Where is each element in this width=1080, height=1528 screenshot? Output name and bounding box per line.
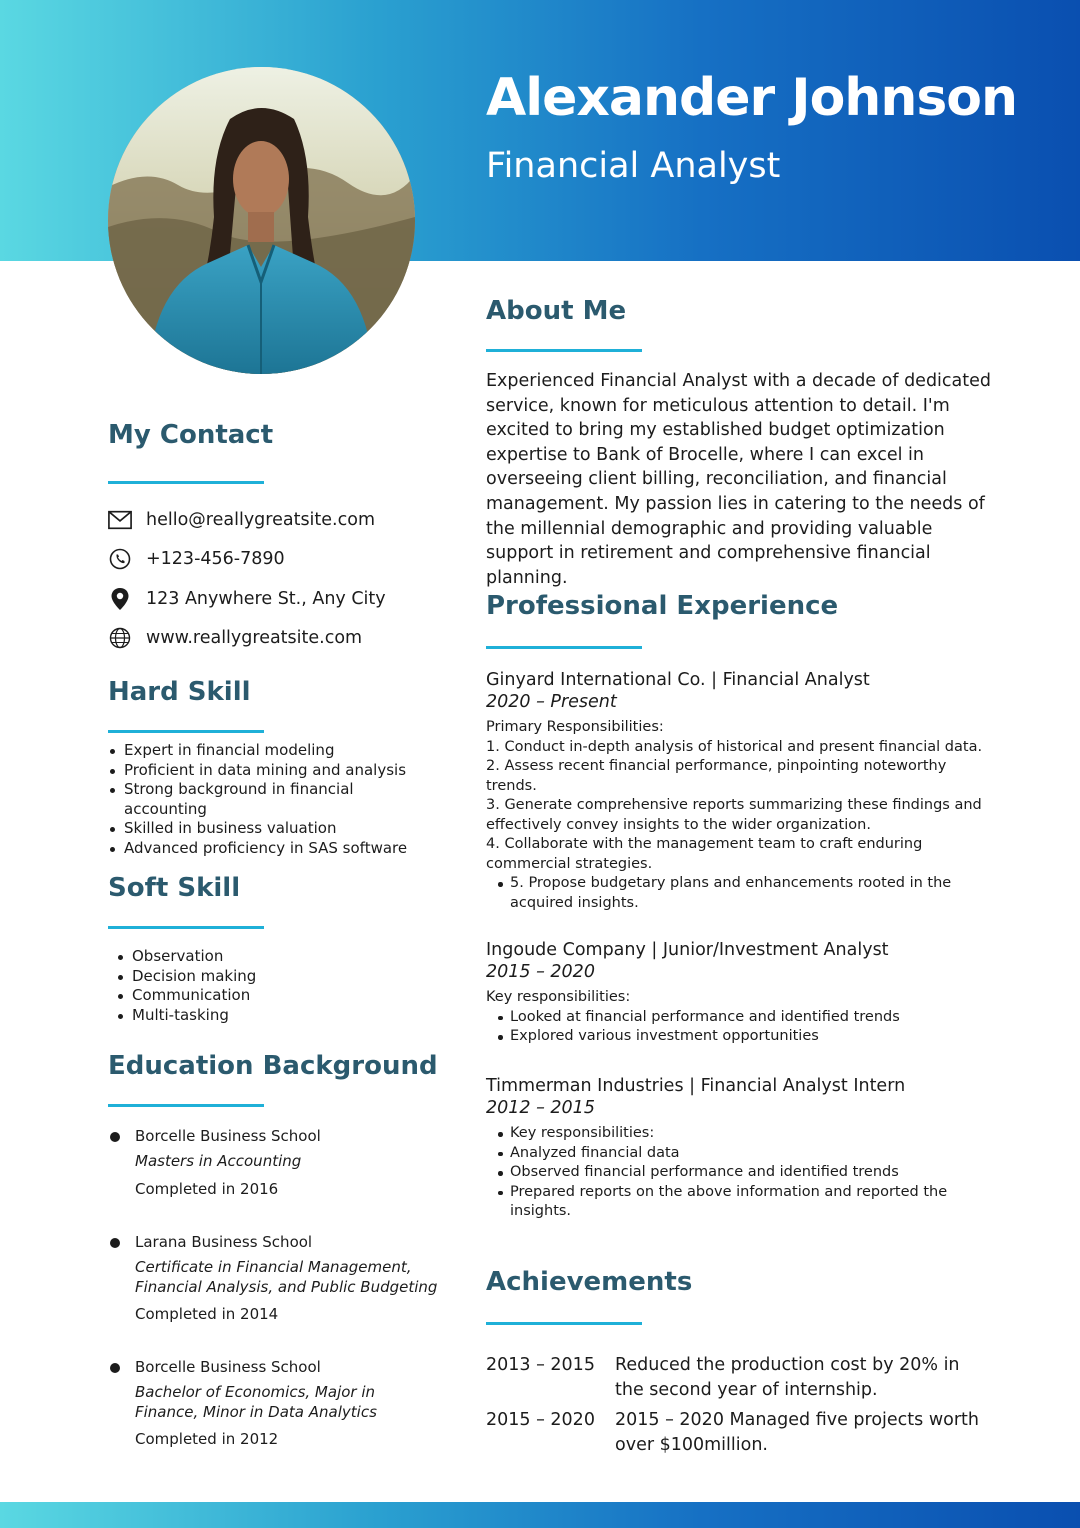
portrait-illustration <box>108 67 415 374</box>
job-bullet: 5. Propose budgetary plans and enhancements rooted in the acquired insights. <box>486 874 996 913</box>
achievement-text: 2015 – 2020 Managed five projects worth over $100million. <box>615 1410 979 1455</box>
education-item <box>108 1357 438 1449</box>
hard-skill-list <box>108 741 413 858</box>
job-period: 2020 – Present <box>486 692 617 712</box>
education-heading: Education Background <box>108 1051 438 1081</box>
contact-email: hello@reallygreatsite.com <box>146 510 375 530</box>
degree: Bachelor of Economics, Major in Finance, Minor in Data Analytics <box>135 1383 377 1421</box>
education-item <box>108 1126 438 1199</box>
job-period: 2012 – 2015 <box>486 1098 595 1118</box>
job-role: Financial Analyst <box>486 146 781 186</box>
achievement-years: 2013 – 2015 <box>486 1355 595 1375</box>
globe-icon <box>108 626 132 650</box>
soft-skill-underline <box>108 926 264 929</box>
job-title: Ingoude Company | Junior/Investment Analyst <box>486 940 889 960</box>
job-bullet: Analyzed financial data <box>486 1144 996 1164</box>
job-line: 3. Generate comprehensive reports summarizing these findings and effectively convey insights to the wider organization. <box>486 797 982 833</box>
list-item: Expert in financial modeling <box>108 741 413 761</box>
job-bullet: Observed financial performance and identified trends <box>486 1163 996 1183</box>
job-bullet: Explored various investment opportunities <box>486 1027 996 1047</box>
list-item: Observation <box>116 947 416 967</box>
achievement-row <box>486 1408 1006 1457</box>
job-bullet: Looked at financial performance and identified trends <box>486 1008 996 1028</box>
job-line: 1. Conduct in-depth analysis of historical and present financial data. <box>486 738 983 755</box>
soft-skill-list <box>116 947 416 1025</box>
about-underline <box>486 349 642 352</box>
phone-icon <box>108 547 132 571</box>
job-bullet: Key responsibilities: <box>486 1124 996 1144</box>
education-item <box>108 1232 438 1324</box>
experience-entry <box>486 669 996 913</box>
list-item: Proficient in data mining and analysis <box>108 761 413 781</box>
list-item: Strong background in financial accounting <box>108 780 413 819</box>
achievement-row <box>486 1353 1006 1402</box>
hard-skill-heading: Hard Skill <box>108 677 251 707</box>
job-line: 4. Collaborate with the management team to craft enduring commercial strategies. <box>486 836 923 872</box>
contact-phone: +123-456-7890 <box>146 549 285 569</box>
job-title: Timmerman Industries | Financial Analyst Intern <box>486 1076 906 1096</box>
achievements-underline <box>486 1322 642 1325</box>
bullet-dot <box>110 1132 120 1142</box>
profile-photo <box>108 67 415 374</box>
contact-heading-underline <box>108 481 264 484</box>
contact-heading: My Contact <box>108 420 274 450</box>
completion: Completed in 2016 <box>135 1179 279 1198</box>
location-pin-icon <box>108 587 132 611</box>
contact-phone-row[interactable] <box>108 545 285 573</box>
mail-icon <box>108 508 132 532</box>
job-title: Ginyard International Co. | Financial Analyst <box>486 670 870 690</box>
job-bullet: Prepared reports on the above information and reported the insights. <box>486 1183 996 1222</box>
list-item: Communication <box>116 986 416 1006</box>
footer-gradient-band <box>0 1502 1080 1528</box>
achievement-text: Reduced the production cost by 20% in the second year of internship. <box>615 1355 960 1400</box>
contact-address-row <box>108 585 386 613</box>
experience-heading: Professional Experience <box>486 591 839 621</box>
achievements-heading: Achievements <box>486 1267 693 1297</box>
job-details <box>486 718 996 913</box>
completion: Completed in 2014 <box>135 1305 279 1323</box>
job-details <box>486 988 996 1047</box>
job-intro: Key responsibilities: <box>486 989 631 1005</box>
list-item: Skilled in business valuation <box>108 819 413 839</box>
completion: Completed in 2012 <box>135 1430 279 1448</box>
experience-underline <box>486 646 642 649</box>
job-line: 2. Assess recent financial performance, pinpointing noteworthy trends. <box>486 758 947 794</box>
contact-website: www.reallygreatsite.com <box>146 628 363 648</box>
job-intro: Primary Responsibilities: <box>486 719 664 735</box>
degree: Certificate in Financial Management, Financial Analysis, and Public Budgeting <box>135 1258 438 1296</box>
list-item: Multi-tasking <box>116 1006 416 1026</box>
list-item: Advanced proficiency in SAS software <box>108 839 413 859</box>
job-period: 2015 – 2020 <box>486 962 595 982</box>
school-name: Borcelle Business School <box>135 1358 321 1376</box>
bullet-dot <box>110 1238 120 1248</box>
education-underline <box>108 1104 264 1107</box>
achievement-years: 2015 – 2020 <box>486 1410 595 1430</box>
hard-skill-underline <box>108 730 264 733</box>
contact-address: 123 Anywhere St., Any City <box>146 589 386 609</box>
contact-email-row[interactable] <box>108 506 375 534</box>
degree: Masters in Accounting <box>135 1152 302 1170</box>
bullet-dot <box>110 1363 120 1373</box>
experience-entry <box>486 939 996 1047</box>
school-name: Borcelle Business School <box>135 1127 321 1145</box>
job-details <box>486 1124 996 1222</box>
experience-entry <box>486 1075 996 1222</box>
school-name: Larana Business School <box>135 1233 313 1251</box>
contact-website-row[interactable] <box>108 624 362 652</box>
person-name: Alexander Johnson <box>486 68 1018 128</box>
soft-skill-heading: Soft Skill <box>108 873 241 903</box>
about-heading: About Me <box>486 296 627 326</box>
list-item: Decision making <box>116 967 416 987</box>
about-text: Experienced Financial Analyst with a decade of dedicated service, known for meticulous attention to detail. I'm excited to bring my established budget optimization expertise to Bank of Brocelle, where I can excel in overseeing client billing, reconciliation, and financial management. My passion lies in catering to the needs of the millennial demographic and providing valuable support in retirement and comprehensive financial planning. <box>486 371 991 588</box>
